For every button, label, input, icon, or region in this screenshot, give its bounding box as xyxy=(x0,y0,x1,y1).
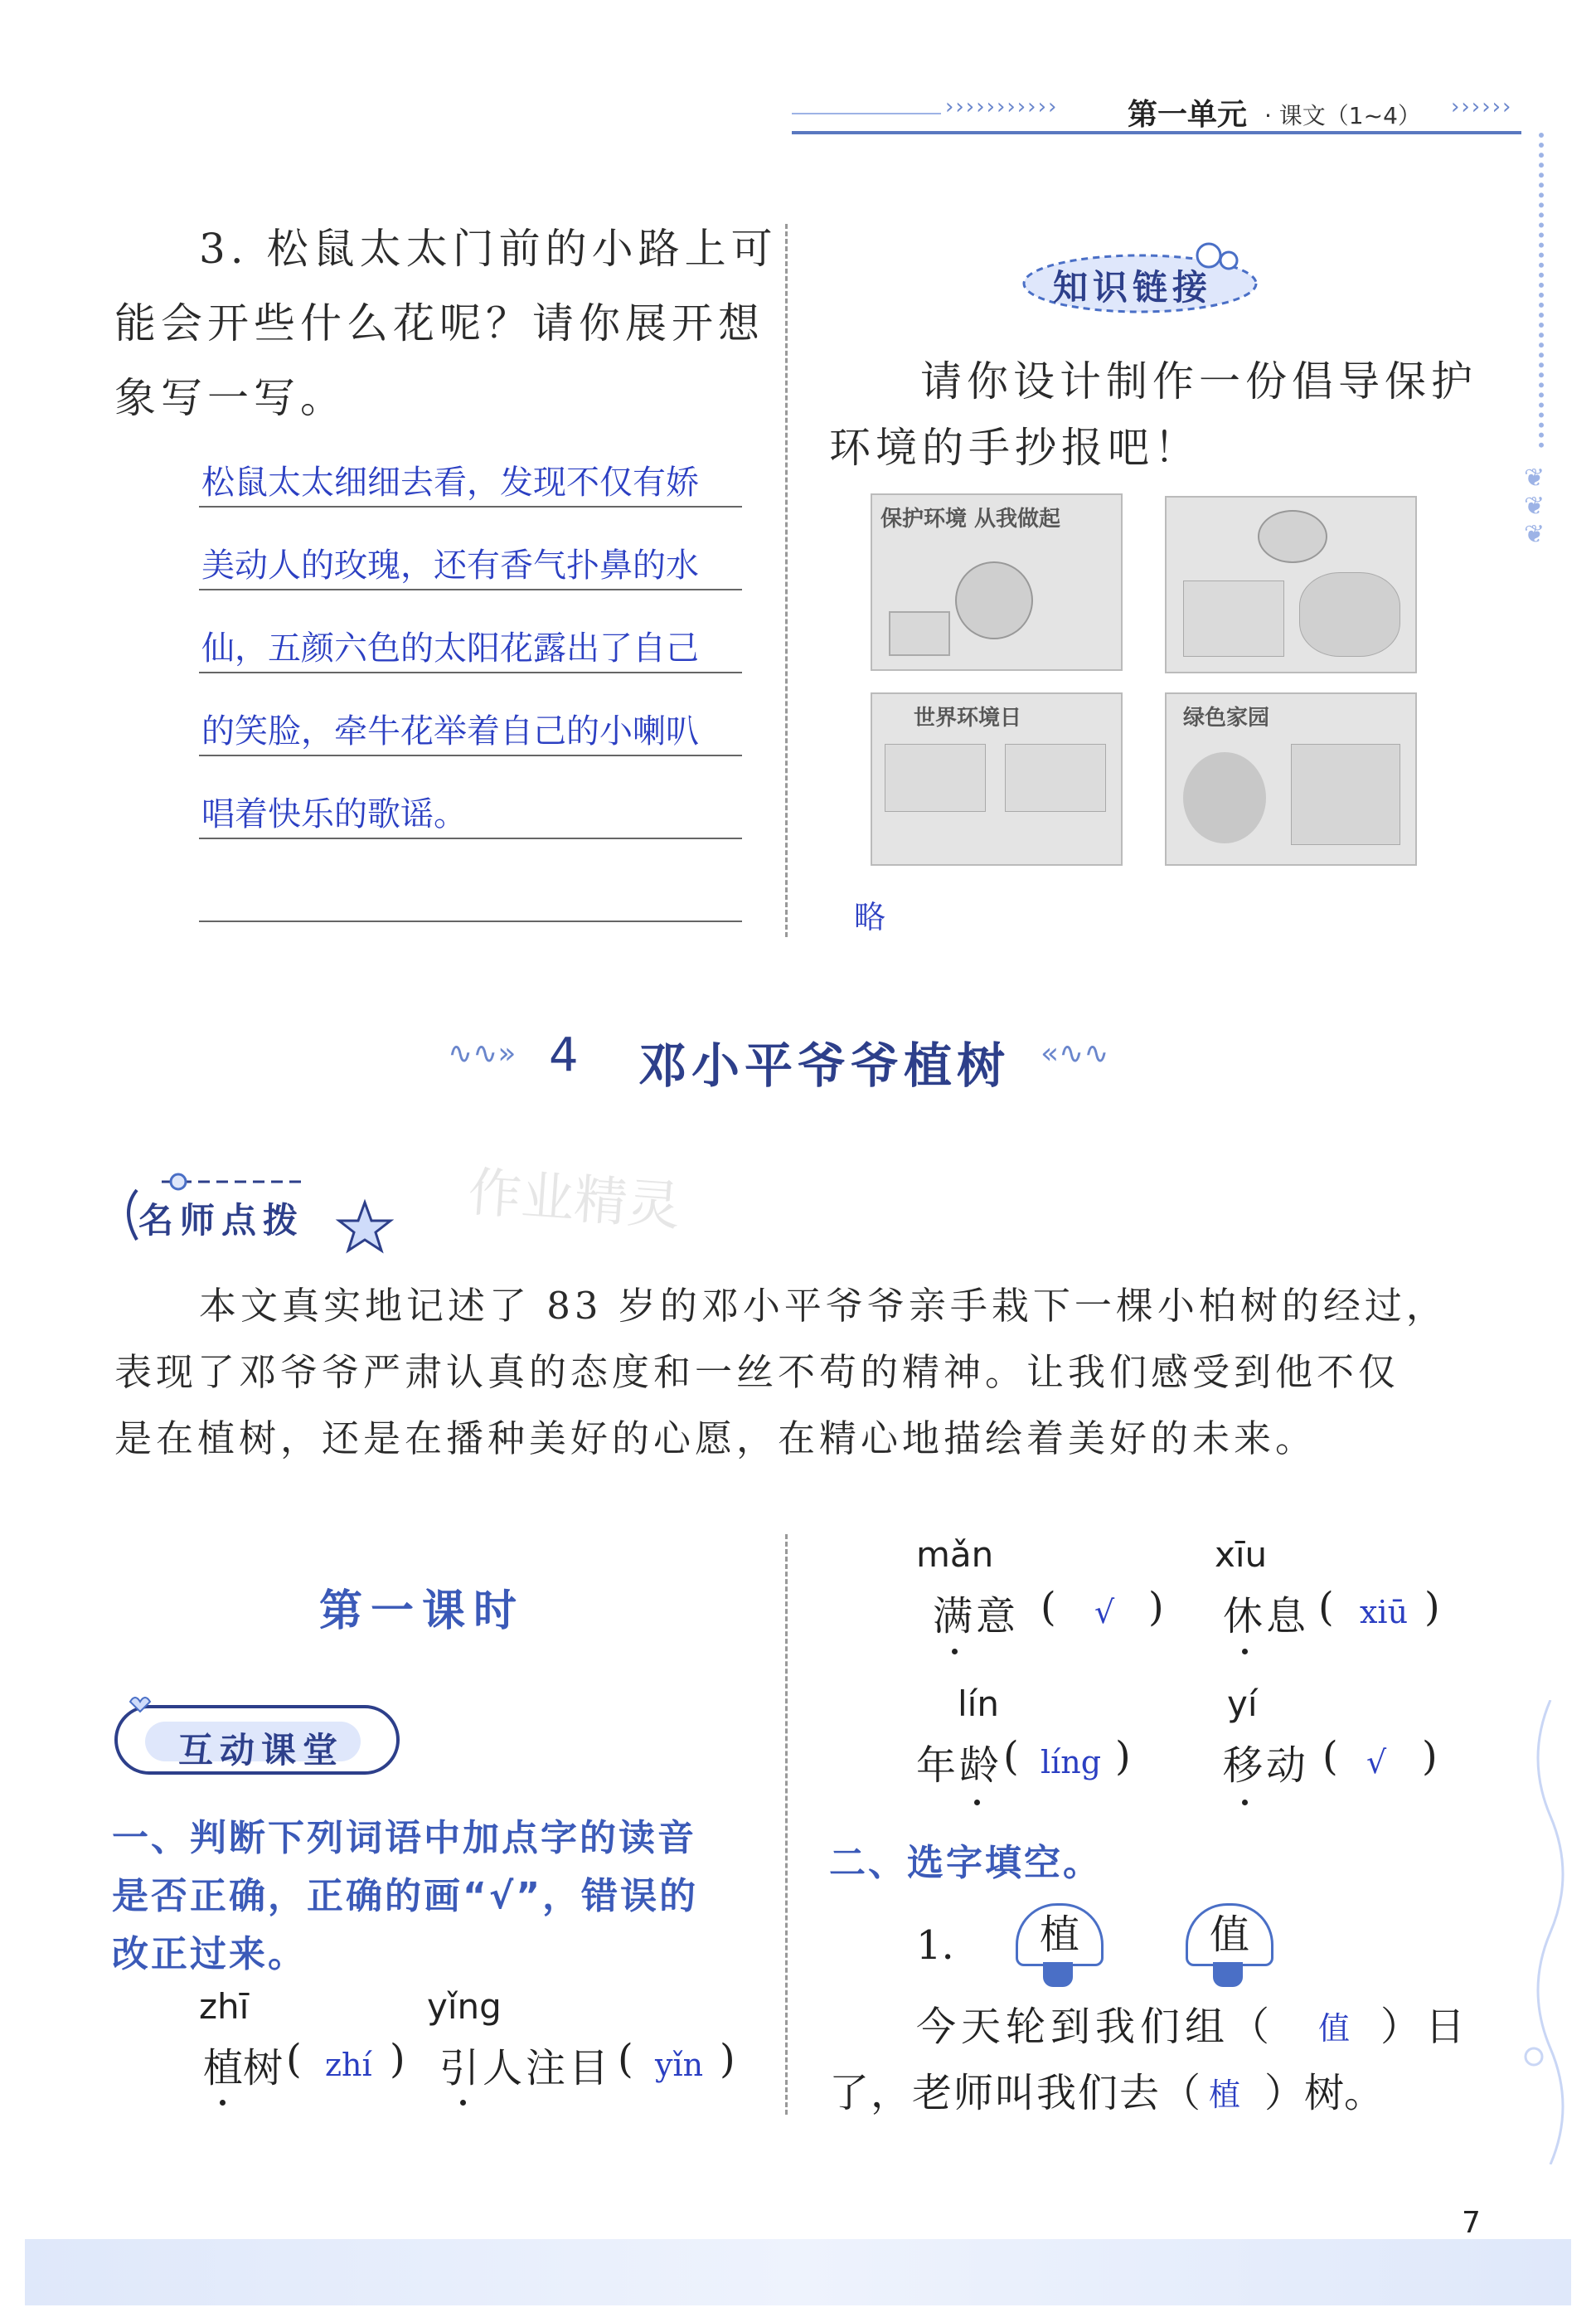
paren-open: ( xyxy=(1318,1584,1334,1630)
paren-open: ( xyxy=(286,2036,302,2082)
ex1-answer: yǐn xyxy=(655,2047,704,2083)
answer-line: 唱着快乐的歌谣。 xyxy=(201,795,467,833)
answer-underline xyxy=(199,589,742,590)
ex2-answer: 植 xyxy=(1209,2077,1241,2113)
paren-open: ( xyxy=(618,2036,633,2082)
poster-image xyxy=(1165,496,1417,673)
ex2-text: 今天轮到我们组（ xyxy=(916,2004,1275,2050)
swirl-decoration xyxy=(1517,1700,1567,2164)
paren-open: ( xyxy=(1003,1733,1019,1780)
pinyin: zhī xyxy=(199,1986,250,2027)
emphasis-dot xyxy=(952,1649,958,1654)
answer-line: 仙，五颜六色的太阳花露出了自己 xyxy=(201,629,699,668)
header-section: · 课文（1~4） xyxy=(1264,102,1421,129)
emphasis-dot xyxy=(974,1800,980,1805)
title-swirl-right: «∿∿ xyxy=(1041,1037,1109,1071)
q3-prompt-line: 能会开些什么花呢？请你展开想 xyxy=(114,299,764,347)
ex2-text: ）树。 xyxy=(1264,2070,1385,2116)
ex1-word: 年龄 xyxy=(916,1742,1003,1789)
title-swirl-left: ∿∿» xyxy=(448,1037,517,1071)
header-unit: 第一单元 xyxy=(1128,97,1248,132)
ex2-heading: 二、选字填空。 xyxy=(829,1842,1102,1884)
teacher-tip-line: 表现了邓爷爷严肃认真的态度和一丝不苟的精神。让我们感受到他不仅 xyxy=(114,1350,1400,1394)
paren-close: ) xyxy=(1115,1733,1131,1780)
poster-image xyxy=(871,692,1123,866)
q3-prompt-line: 象写一写。 xyxy=(114,374,347,422)
knowledge-answer: 略 xyxy=(854,899,886,935)
poster-title: 世界环境日 xyxy=(914,706,1022,731)
ex1-word: 引人注目 xyxy=(439,2045,613,2091)
option-bubble: 值 xyxy=(1186,1903,1273,1966)
header-dots-right: ›››››› xyxy=(1451,95,1513,119)
header-rule-thin xyxy=(792,113,941,114)
ex1-answer: √ xyxy=(1094,1594,1115,1630)
footer-band xyxy=(25,2239,1571,2305)
paren-open: ( xyxy=(1041,1584,1056,1630)
paren-close: ) xyxy=(720,2036,735,2082)
paren-close: ) xyxy=(390,2036,405,2082)
knowledge-prompt-line: 请你设计制作一份倡导保护 xyxy=(920,357,1477,406)
teacher-tip-badge xyxy=(112,1165,394,1256)
pinyin: lín xyxy=(958,1683,999,1724)
answer-line: 美动人的玫瑰，还有香气扑鼻的水 xyxy=(201,546,699,585)
column-divider xyxy=(785,1534,788,2115)
paren-open: ( xyxy=(1322,1733,1338,1780)
knowledge-prompt-line: 环境的手抄报吧！ xyxy=(829,424,1201,472)
watermark: 作业精灵 xyxy=(466,1162,682,1238)
ex1-answer: líng xyxy=(1041,1744,1102,1780)
option-bubble: 植 xyxy=(1016,1903,1104,1966)
answer-line: 松鼠太太细细去看，发现不仅有娇 xyxy=(201,464,699,502)
ex2-text: ）日 xyxy=(1380,2004,1471,2050)
side-dotted-border xyxy=(1532,133,1544,448)
paren-close: ) xyxy=(1424,1584,1440,1630)
pinyin: yí xyxy=(1227,1683,1258,1724)
lesson-number: 4 xyxy=(549,1028,579,1082)
poster-title: 绿色家园 xyxy=(1183,706,1270,731)
ex1-heading-line: 是否正确，正确的画“√”，错误的 xyxy=(112,1875,699,1917)
pinyin: yǐng xyxy=(427,1986,502,2027)
period-title: 第一课时 xyxy=(319,1586,526,1636)
answer-line: 的笑脸，牵牛花举着自己的小喇叭 xyxy=(201,712,699,751)
ex1-heading-line: 一、判断下列词语中加点字的读音 xyxy=(112,1817,696,1859)
ex1-word: 休息 xyxy=(1223,1593,1310,1639)
emphasis-dot xyxy=(1242,1649,1248,1654)
answer-underline xyxy=(199,921,742,922)
knowledge-badge-label: 知识链接 xyxy=(1053,267,1213,308)
emphasis-dot xyxy=(1242,1800,1248,1805)
poster-image xyxy=(1165,692,1417,866)
ex2-answer: 值 xyxy=(1318,2010,1351,2047)
ex1-word: 移动 xyxy=(1223,1742,1310,1789)
poster-title: 保护环境 从我做起 xyxy=(880,507,1061,532)
leaf-decoration: ❦ ❦ ❦ xyxy=(1524,464,1545,549)
lesson-title: 邓小平爷爷植树 xyxy=(638,1037,1011,1094)
ex2-text: 了，老师叫我们去（ xyxy=(829,2070,1203,2116)
interactive-badge xyxy=(112,1692,410,1783)
pinyin: mǎn xyxy=(916,1534,994,1575)
teacher-tip-label: 名师点拨 xyxy=(138,1200,305,1241)
paren-close: ) xyxy=(1422,1733,1438,1780)
column-divider xyxy=(785,224,788,937)
answer-underline xyxy=(199,672,742,673)
poster-image xyxy=(871,493,1123,671)
ex1-heading-line: 改正过来。 xyxy=(112,1933,307,1975)
teacher-tip-line: 本文真实地记述了 83 岁的邓小平爷爷亲手栽下一棵小柏树的经过， xyxy=(199,1284,1448,1328)
interactive-badge-label: 互动课堂 xyxy=(178,1730,345,1771)
ex1-answer: zhí xyxy=(325,2047,372,2083)
ex1-answer: √ xyxy=(1366,1744,1387,1780)
q3-prompt-line: 3. 松鼠太太门前的小路上可 xyxy=(199,225,778,273)
answer-underline xyxy=(199,755,742,756)
emphasis-dot xyxy=(460,2100,466,2106)
knowledge-badge xyxy=(1020,240,1260,315)
option-stem xyxy=(1213,1962,1243,1987)
ex2-number: 1. xyxy=(916,1922,954,1969)
ex1-answer: xiū xyxy=(1360,1594,1409,1630)
ex1-word: 植树 xyxy=(203,2045,284,2091)
ex1-word: 满意 xyxy=(933,1593,1020,1639)
page-number: 7 xyxy=(1462,2206,1481,2240)
answer-underline xyxy=(199,506,742,508)
header-dots-left: ››››››››››› xyxy=(945,95,1059,119)
answer-underline xyxy=(199,838,742,839)
wave-icon xyxy=(1517,1700,1567,2164)
pinyin: xīu xyxy=(1215,1534,1268,1575)
option-stem xyxy=(1043,1962,1073,1987)
teacher-tip-line: 是在植树，还是在播种美好的心愿，在精心地描绘着美好的未来。 xyxy=(114,1416,1317,1460)
paren-close: ) xyxy=(1148,1584,1164,1630)
emphasis-dot xyxy=(220,2100,226,2106)
